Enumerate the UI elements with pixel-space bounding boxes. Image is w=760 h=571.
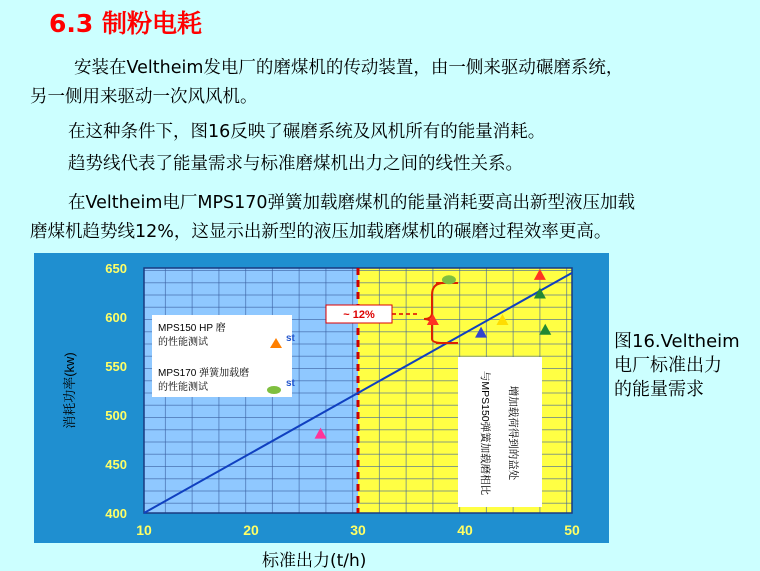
caption-line3: 的能量需求 <box>614 379 704 400</box>
x-tick-label: 20 <box>243 522 259 538</box>
paragraph-2: 在这种条件下，图16反映了碾磨系统及风机所有的能量消耗。 <box>68 122 546 142</box>
legend-marker-ellipse <box>267 386 281 394</box>
paragraph-4-line2: 磨煤机趋势线12%，这显示出新型的液压加载磨煤机的碾磨过程效率更高。 <box>30 222 612 242</box>
paragraph-1-line1: 安装在Veltheim发电厂的磨煤机的传动装置，由一侧来驱动碾磨系统， <box>74 58 624 78</box>
paragraph-1 <box>30 54 760 112</box>
y-tick-label: 550 <box>105 359 127 374</box>
x-tick-label: 10 <box>136 522 152 538</box>
y-tick-label: 400 <box>105 506 127 521</box>
section-title: 6.3 制粉电耗 <box>49 9 202 38</box>
x-tick-label: 50 <box>564 522 580 538</box>
y-tick-label: 500 <box>105 408 127 423</box>
y-tick-label: 450 <box>105 457 127 472</box>
legend-suffix: st <box>286 333 295 344</box>
x-tick-label: 30 <box>350 522 366 538</box>
figure-caption <box>614 330 760 402</box>
legend-label-line2: 的性能测试 <box>158 337 208 348</box>
note-text-col1: 与MPS150弹簧加载磨相比 <box>479 370 491 496</box>
legend-suffix: st <box>286 378 295 389</box>
paragraph-1-line2: 另一侧用来驱动一次风风机。 <box>30 87 258 107</box>
x-axis-label: 标准出力(t/h) <box>262 551 367 571</box>
y-axis-label: 消耗功率(kw) <box>62 352 77 429</box>
paragraph-4 <box>30 189 760 247</box>
legend-label-line1: MPS150 HP 磨 <box>158 323 226 334</box>
note-box <box>458 357 542 507</box>
chart-frame <box>34 253 609 543</box>
energy-chart <box>34 253 609 543</box>
caption-line2: 电厂标准出力 <box>614 355 722 376</box>
caption-line1: 图16.Veltheim <box>614 331 740 352</box>
y-tick-label: 600 <box>105 310 127 325</box>
y-tick-label: 650 <box>105 261 127 276</box>
paragraph-3: 趋势线代表了能量需求与标准磨煤机出力之间的线性关系。 <box>68 154 523 174</box>
annotation-text: ~ 12% <box>343 309 375 321</box>
legend-label-line1: MPS170 弹簧加载磨 <box>158 368 250 379</box>
data-point-ellipse <box>442 275 456 284</box>
paragraph-4-line1: 在Veltheim电厂MPS170弹簧加载磨煤机的能量消耗要高出新型液压加载 <box>68 193 636 213</box>
legend-label-line2: 的性能测试 <box>158 382 208 393</box>
x-tick-label: 40 <box>457 522 473 538</box>
note-text-col2: 增加载荷得到的益处 <box>507 385 519 481</box>
